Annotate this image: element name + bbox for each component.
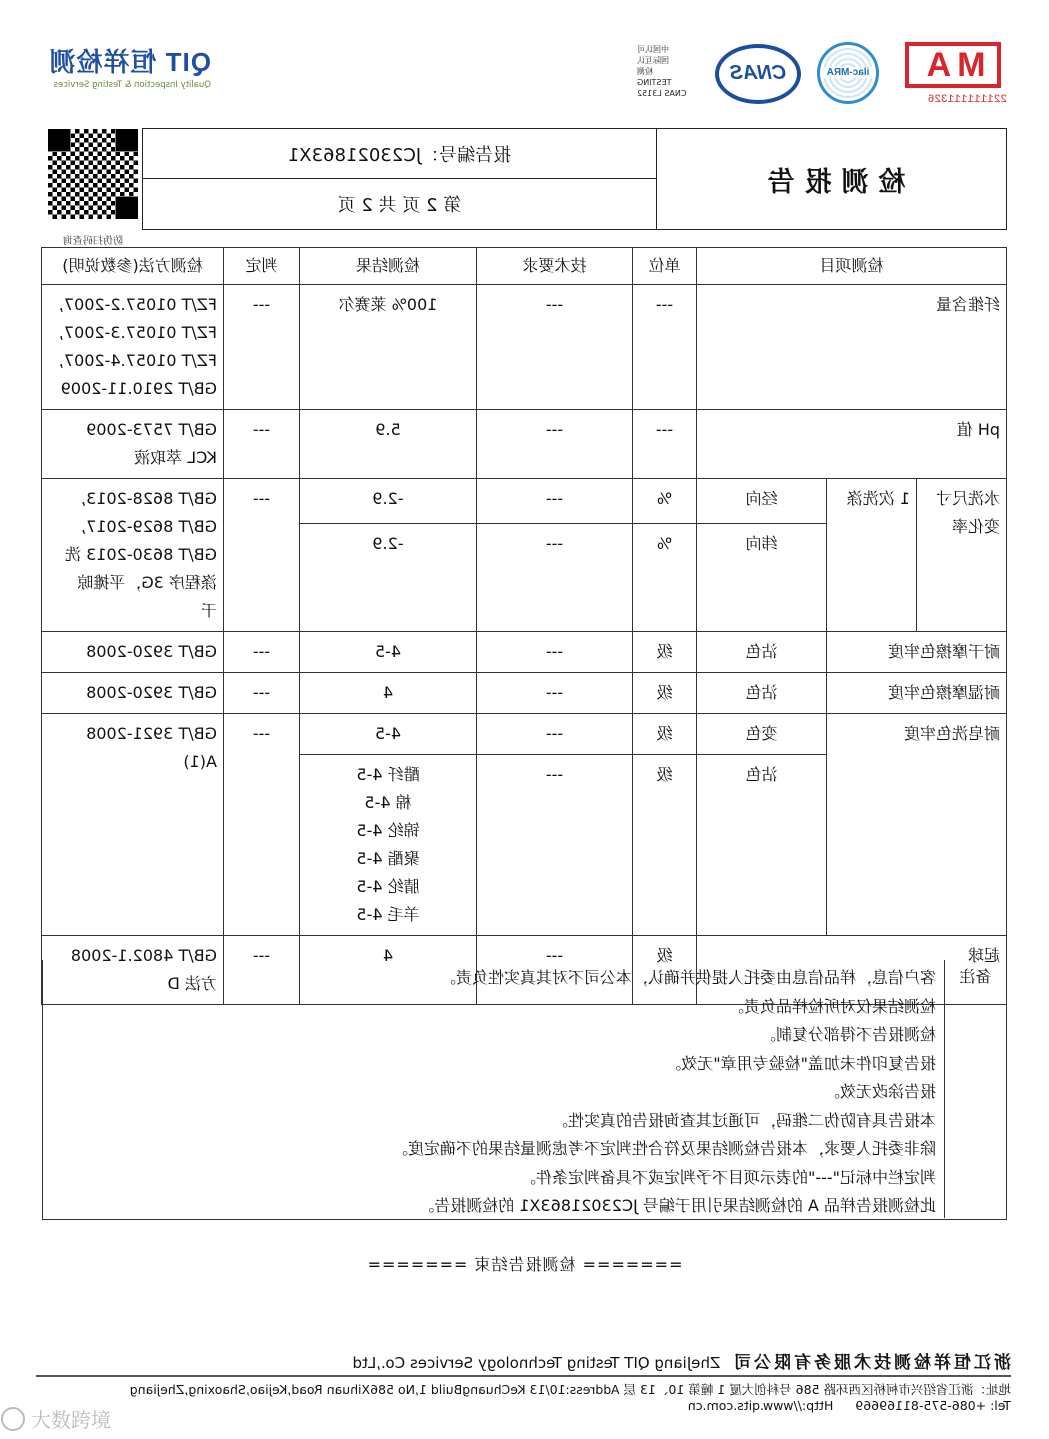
cell-method: [41, 410, 223, 479]
ilac-mra-logo: [817, 42, 879, 104]
method-line: 方法 D: [167, 974, 217, 993]
cell-result: 4: [299, 673, 476, 714]
cnas-cert-line: 国际互认: [637, 56, 669, 65]
cell-judgement: ---: [223, 673, 299, 714]
cell-result: 5.9: [299, 410, 476, 479]
cma-mark: MA: [905, 42, 1001, 88]
method-line: GB/T 8629-2017,: [81, 517, 217, 536]
cell-requirement: ---: [476, 936, 632, 1005]
cell-method: GB/T 3920-2008: [41, 632, 223, 673]
table-row: [41, 714, 1006, 755]
method-line: GB/T 7573-2009: [86, 420, 217, 439]
test-results-table: [41, 247, 1007, 1005]
cell-judgement: ---: [223, 936, 299, 1005]
remark-item: 客户信息，样品信息由委托人提供并确认，本公司不对其真实性负责。: [439, 968, 936, 987]
cell-sub-item: 沾色: [696, 632, 826, 673]
remark-item: 报告复印件未加盖"检验专用章"无效。: [665, 1053, 936, 1073]
row-item-dry-rubbing: 耐干摩擦色牢度: [827, 632, 1007, 673]
watermark-icon: [1, 1407, 25, 1431]
report-number: 报告编号：JC23021863X1: [143, 129, 656, 179]
staining-result: 聚酯 4-5: [356, 849, 420, 868]
remarks-list: [56, 964, 936, 1221]
row-item-wet-rubbing: 耐湿摩擦色牢度: [827, 673, 1007, 714]
watermark: [1, 1404, 141, 1436]
cma-logo: [905, 42, 1007, 106]
cell-result: -2.9: [299, 524, 476, 632]
cell-direction-weft: 纬向: [696, 524, 826, 632]
certification-marks: [637, 38, 1007, 108]
report-title: 检测报告: [757, 166, 906, 198]
method-line: FZ/T 01057.3-2007,: [58, 323, 217, 342]
row-item-ph: pH 值: [696, 410, 1006, 479]
method-line: FZ/T 01057.2-2007,: [58, 295, 217, 314]
cell-unit: %: [632, 479, 696, 524]
remarks-section: [42, 960, 1007, 1220]
cnas-cert-line: 检测: [637, 67, 653, 76]
staining-result: 醋纤 4-5: [356, 765, 420, 784]
cnas-cert-line: TESTING: [637, 78, 672, 87]
method-line: GB/T 3921-2008: [86, 724, 217, 743]
company-name-en: ZheJiang QIT Testing Technology Services Co.,Ltd: [352, 1354, 721, 1372]
cell-sub-item: 沾色: [696, 673, 826, 714]
row-item-fiber: 纤维含量: [696, 285, 1006, 410]
cell-unit: 级: [632, 632, 696, 673]
footer-website-link[interactable]: Http://www.qits.com.cn: [687, 1398, 834, 1413]
cma-number: 221111111326: [927, 94, 1007, 106]
cell-requirement: ---: [476, 673, 632, 714]
table-row: [41, 410, 1006, 479]
remark-item: 此检测报告样品 A 的检测结果引用于编号 JC23021863X1 的检测报告。: [418, 1196, 936, 1215]
cell-method: [41, 714, 223, 936]
cell-unit: ---: [632, 410, 696, 479]
report-title-cell: [656, 129, 1006, 229]
method-line: GB/T 8628-2013,: [81, 489, 217, 508]
cell-requirement: ---: [476, 524, 632, 632]
cell-requirement: ---: [476, 755, 632, 936]
col-header-item: 检测项目: [696, 248, 1006, 285]
cnas-cert-text: [637, 44, 707, 99]
cell-judgement: ---: [223, 632, 299, 673]
method-line: 涤程序 3G，平摊晾: [77, 573, 217, 592]
cell-unit: ---: [632, 285, 696, 410]
cell-unit: 级: [632, 714, 696, 755]
table-header-row: [41, 248, 1006, 285]
cell-judgement: ---: [223, 479, 299, 632]
cell-result: -2.9: [299, 479, 476, 524]
footer-company: [31, 1348, 1011, 1373]
cell-judgement: ---: [223, 714, 299, 936]
company-name-cn: 浙江恒祥检测技术服务有限公司: [731, 1353, 1011, 1373]
watermark-text: 大数跨境: [31, 1408, 111, 1432]
cell-method: GB/T 3920-2008: [41, 673, 223, 714]
table-row: [41, 632, 1006, 673]
cell-direction-warp: 经向: [696, 479, 826, 524]
col-header-judgement: 判定: [223, 248, 299, 285]
cell-method: [41, 479, 223, 632]
method-line: GB/T 8630-2013 洗: [65, 545, 217, 564]
row-item-shrinkage: 水洗尺寸变化率: [917, 479, 1007, 632]
row-item-pilling: 起球: [696, 936, 1006, 1005]
method-line: 干: [200, 601, 217, 620]
remark-item: 检测报告不得部分复制。: [759, 1025, 936, 1044]
report-end-marker: ======= 检测报告结束 =======: [366, 1255, 683, 1274]
cell-wash-count: 1 次洗涤: [827, 479, 917, 632]
cell-sub-item: 沾色: [696, 755, 826, 936]
remark-item: 报告涂改无效。: [823, 1082, 936, 1101]
cell-requirement: ---: [476, 285, 632, 410]
staining-result: 腈纶 4-5: [356, 877, 420, 896]
cell-requirement: ---: [476, 479, 632, 524]
method-line: GB/T 2910.11-2009: [60, 379, 217, 398]
cell-unit: %: [632, 524, 696, 632]
row-item-soaping: 耐皂洗色牢度: [827, 714, 1007, 936]
cnas-label: CNAS: [729, 62, 787, 84]
staining-result: 锦纶 4-5: [356, 821, 420, 840]
report-meta-cell: [143, 129, 656, 229]
brand-wordmark: QIT 恒祥检测: [48, 47, 211, 77]
col-header-result: 检测结果: [299, 248, 476, 285]
qit-brand-logo: [41, 42, 211, 97]
remark-item: 判定栏中标记"---"的表示项目不予判定或不具备判定条件。: [519, 1167, 936, 1187]
method-line: GB/T 4802.1-2008: [70, 946, 217, 965]
cell-result: 100% 莱赛尔: [299, 285, 476, 410]
cell-unit: 级: [632, 936, 696, 1005]
staining-result: 棉 4-5: [364, 793, 412, 812]
anti-fake-qr-code[interactable]: [48, 129, 138, 219]
footer-divider: [36, 1375, 1011, 1377]
report-title-block: [142, 128, 1007, 230]
col-header-requirement: 技术要求: [476, 248, 632, 285]
cell-method: [41, 285, 223, 410]
footer-address: 地址：浙江省绍兴市柯桥区西环路 586 号科创大厦 1 幢第 10、13 层 Address:10/13 KeChuangBuild 1,No 586Xihuan Road,Kejiao,Shaoxing,Zhejiang: [129, 1382, 1011, 1397]
remark-item: 检测结果仅对所检样品负责。: [727, 996, 936, 1016]
cnas-cert-line: 中国认可: [637, 45, 669, 54]
brand-tagline: Quality Inspection & Testing Services: [53, 80, 211, 90]
method-line: A(1): [183, 752, 217, 771]
cnas-logo: [715, 44, 801, 104]
cell-requirement: ---: [476, 410, 632, 479]
cell-judgement: ---: [223, 285, 299, 410]
remark-item: 除非委托人要求，本报告检测结果及符合性判定不考虑测量结果的不确定度。: [391, 1139, 936, 1158]
cell-unit: 级: [632, 755, 696, 936]
cell-result: 4-5: [299, 714, 476, 755]
cell-requirement: ---: [476, 714, 632, 755]
cell-result-staining: [299, 755, 476, 936]
cell-judgement: ---: [223, 410, 299, 479]
table-row: [41, 479, 1006, 524]
method-line: FZ/T 01057.4-2007,: [58, 351, 217, 370]
cnas-cert-line: CNAS L3152: [637, 89, 687, 98]
footer-contact: [31, 1398, 1011, 1413]
footer-tel: Tel: +086-575-81169669: [855, 1398, 1011, 1413]
remarks-label: 备注: [944, 960, 1006, 1218]
ilac-label: ilac-MRA: [822, 67, 874, 78]
method-line: KCL 萃取液: [134, 448, 217, 467]
col-header-method: 检测方法(参数说明): [41, 248, 223, 285]
remark-item: 本报告具有防伪二维码，可通过其查询报告的真实性。: [551, 1110, 936, 1130]
col-header-unit: 单位: [632, 248, 696, 285]
cell-result: 4: [299, 936, 476, 1005]
table-row: [41, 285, 1006, 410]
page-info: 第 2 页 共 2 页: [337, 195, 462, 216]
qr-caption: 防伪扫码查询: [63, 236, 123, 247]
staining-result: 羊毛 4-5: [356, 905, 420, 924]
cell-unit: 级: [632, 673, 696, 714]
table-row: [41, 673, 1006, 714]
cell-sub-item: 变色: [696, 714, 826, 755]
cell-result: 4-5: [299, 632, 476, 673]
cell-requirement: ---: [476, 632, 632, 673]
